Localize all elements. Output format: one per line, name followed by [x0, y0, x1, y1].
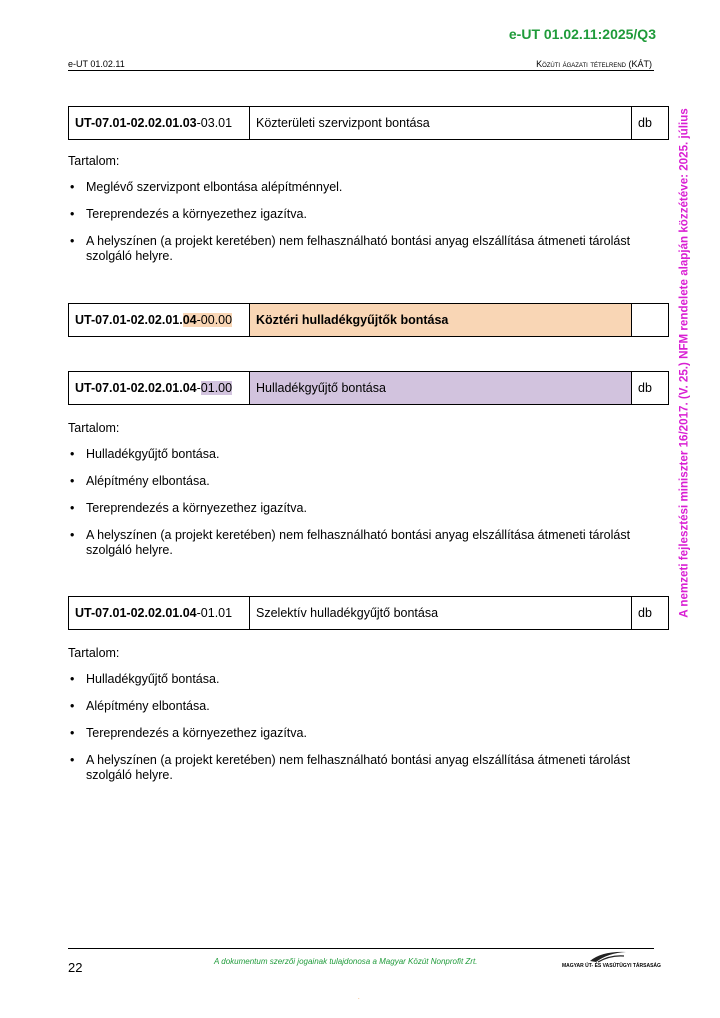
list-item: • A helyszínen (a projekt keretében) nem felhasználható bontási anyag elszállítása átmeneti tárolást szolgáló helyre.: [68, 528, 638, 558]
table-row: [69, 372, 669, 405]
item-code-highlight: [183, 313, 232, 327]
content-label: Tartalom:: [68, 154, 120, 168]
document-code: e-UT 01.02.11:2025/Q3: [508, 26, 656, 42]
logo: [562, 949, 661, 971]
item-title: Hulladékgyűjtő bontása: [250, 372, 632, 405]
item-code-highlight-bold: 04: [182, 313, 197, 327]
list-item: • Alépítmény elbontása.: [68, 474, 638, 489]
item-code: [69, 304, 250, 337]
logo-text: MAGYAR ÚT- ÉS VASÚTÜGYI TÁRSASÁG: [562, 963, 661, 969]
item-unit: db: [632, 372, 669, 405]
item-table: [68, 596, 669, 630]
list-item: • A helyszínen (a projekt keretében) nem felhasználható bontási anyag elszállítása átmeneti tárolást szolgáló helyre.: [68, 753, 638, 783]
item-unit: db: [632, 597, 669, 630]
content-label: Tartalom:: [68, 646, 120, 660]
item-code-bold: UT-07.01-02.02.01.04: [75, 381, 197, 395]
item-content: [68, 646, 638, 795]
table-row: [69, 304, 669, 337]
item-title: Szelektív hulladékgyűjtő bontása: [250, 597, 632, 630]
list-item: • Tereprendezés a környezethez igazítva.: [68, 726, 638, 741]
item-content: [68, 154, 638, 276]
content-list: [68, 447, 638, 558]
item-code-bold: UT-07.01-02.02.01.04: [75, 606, 197, 620]
item-code-separator: -: [196, 381, 201, 395]
list-item: • Hulladékgyűjtő bontása.: [68, 447, 638, 462]
item-code-bold: UT-07.01-02.02.01.03: [75, 116, 197, 130]
logo-swoosh-icon: [588, 949, 628, 963]
item-code-highlight-rest: -00.00: [196, 313, 233, 327]
item-table: [68, 371, 669, 405]
copyright-notice: A dokumentum szerzői jogainak tulajdonosa a Magyar Közút Nonprofit Zrt.: [214, 957, 478, 966]
list-item: • Meglévő szervizpont elbontása alépítménnyel.: [68, 180, 638, 195]
side-note-text: A nemzeti fejlesztési miniszter 16/2017. (V. 25.) NFM rendelete alapján közzétéve: 2025. július: [677, 108, 691, 618]
header-divider: [68, 70, 654, 71]
content-list: [68, 672, 638, 783]
item-title: Közterületi szervizpont bontása: [250, 107, 632, 140]
side-note: [670, 96, 698, 630]
item-table: [68, 106, 669, 140]
item-code: [69, 597, 250, 630]
item-unit: db: [632, 107, 669, 140]
item-code: [69, 107, 250, 140]
group-title: Köztéri hulladékgyűjtők bontása: [250, 304, 632, 337]
header-right: Közúti ágazati tételrend (KÁT): [536, 59, 652, 69]
header-left: e-UT 01.02.11: [68, 59, 125, 69]
item-code-highlight: 01.00: [200, 381, 233, 395]
item-content: [68, 421, 638, 570]
content-label: Tartalom:: [68, 421, 120, 435]
item-unit: [632, 304, 669, 337]
table-row: [69, 597, 669, 630]
item-code-bold: UT-07.01-02.02.01.: [75, 313, 183, 327]
list-item: • A helyszínen (a projekt keretében) nem felhasználható bontási anyag elszállítása átmeneti tárolást szolgáló helyre.: [68, 234, 638, 264]
item-code-suffix: -03.01: [196, 116, 233, 130]
list-item: • Tereprendezés a környezethez igazítva.: [68, 207, 638, 222]
item-code-suffix: -01.01: [196, 606, 233, 620]
list-item: • Tereprendezés a környezethez igazítva.: [68, 501, 638, 516]
item-code: [69, 372, 250, 405]
table-row: [69, 107, 669, 140]
content-list: [68, 180, 638, 264]
group-table: [68, 303, 669, 337]
list-item: • Hulladékgyűjtő bontása.: [68, 672, 638, 687]
footer-dot: .: [358, 995, 360, 1001]
page-number: 22: [68, 960, 83, 975]
list-item: • Alépítmény elbontása.: [68, 699, 638, 714]
